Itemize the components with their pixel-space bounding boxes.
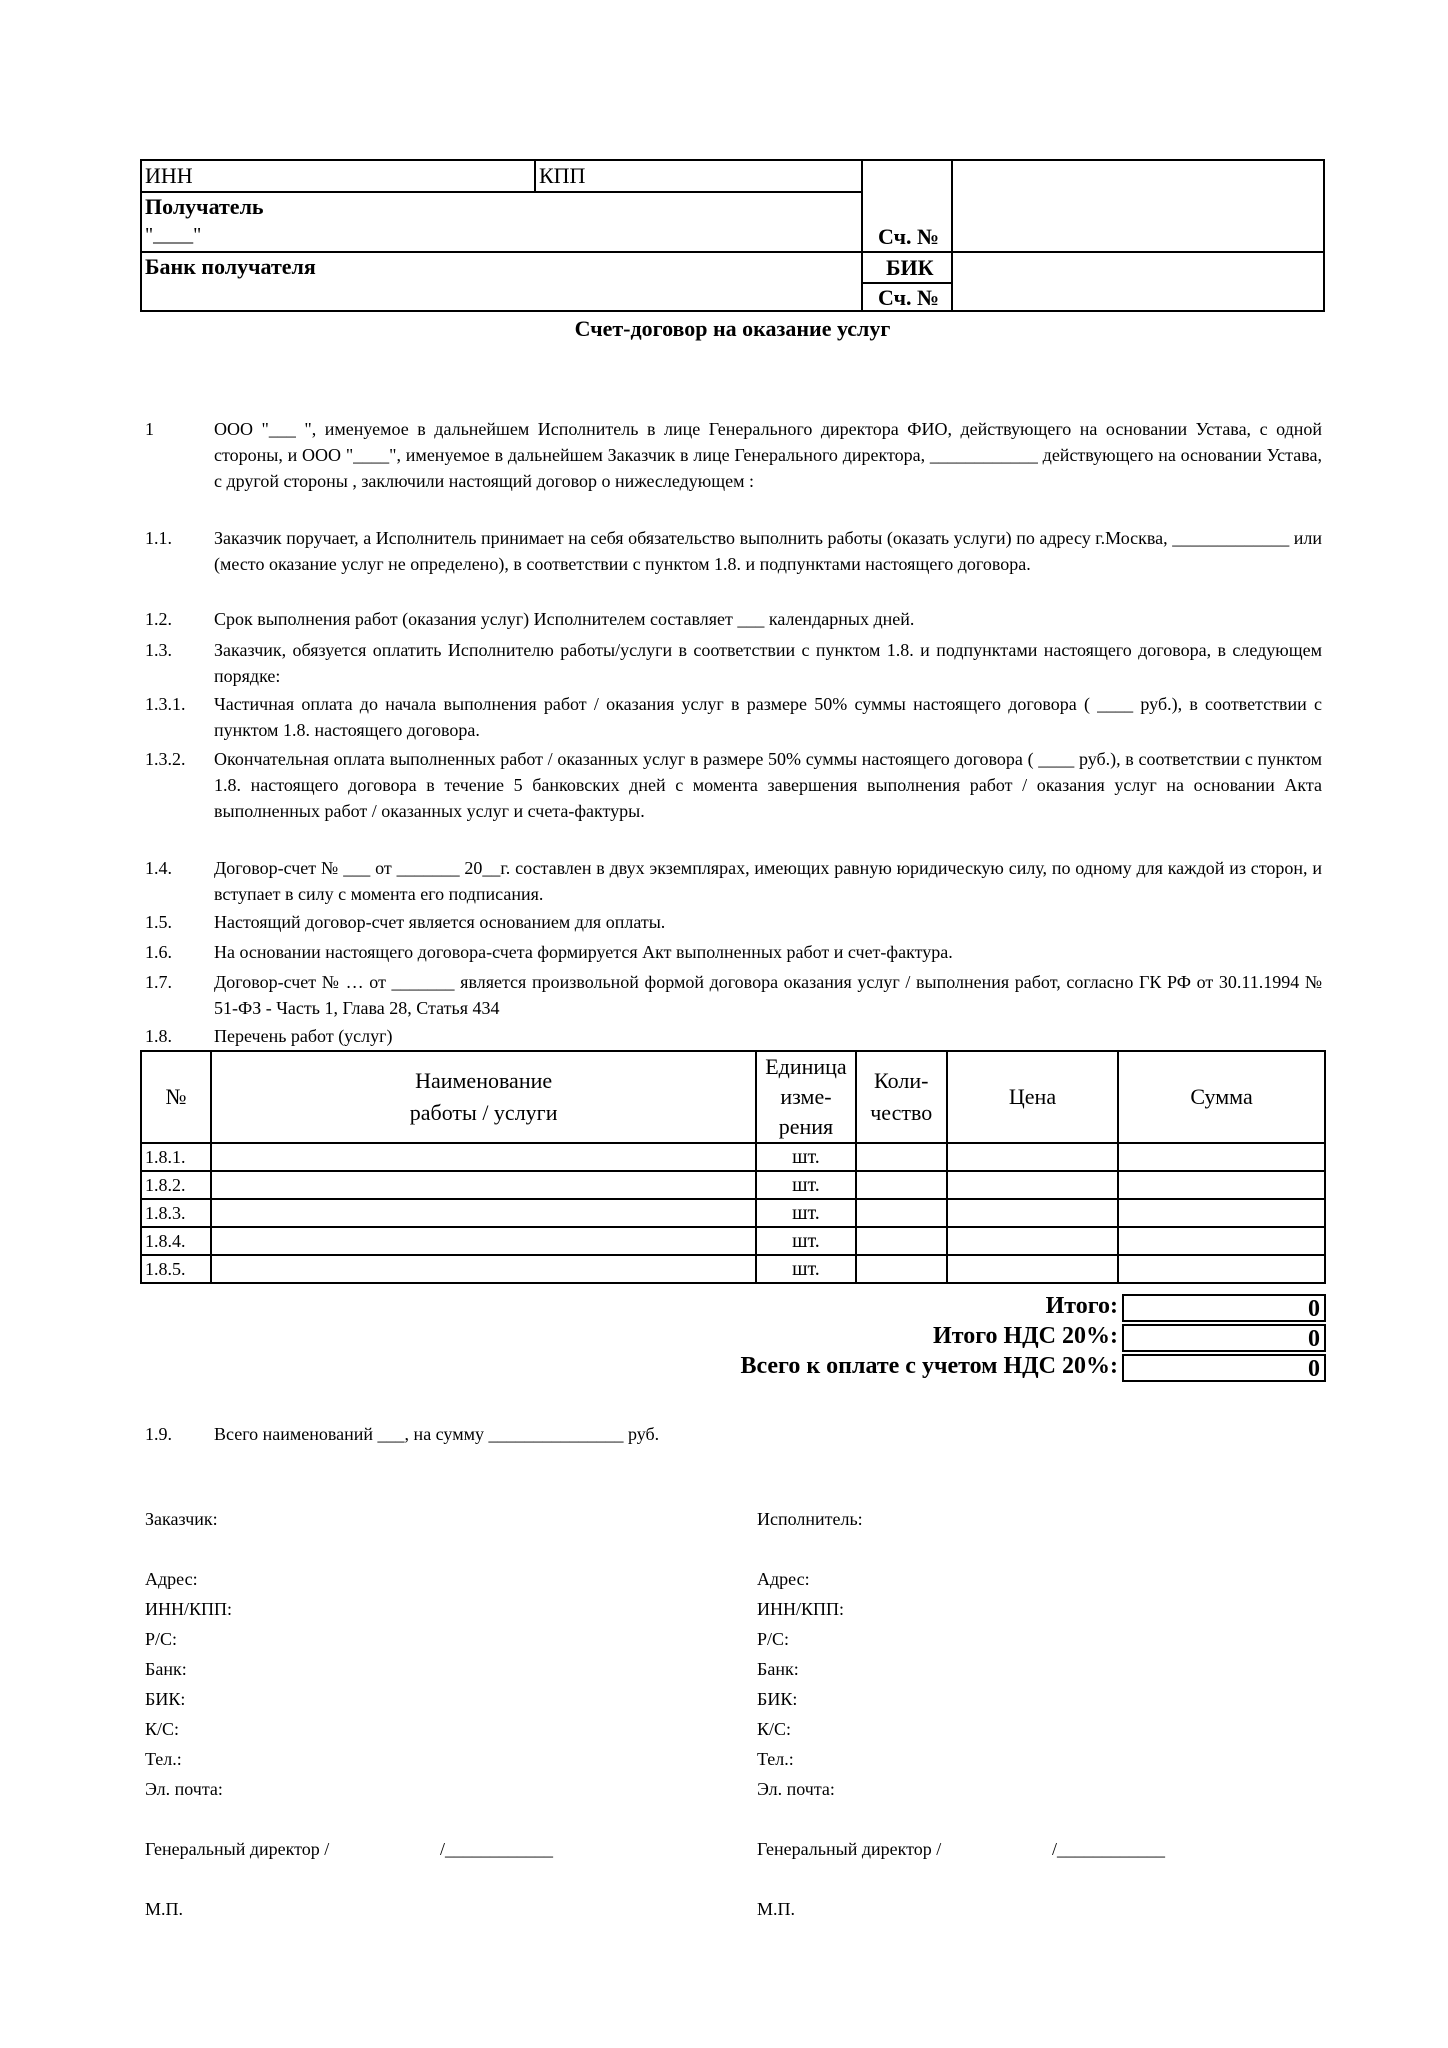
clause-text: Перечень работ (услуг) — [214, 1026, 393, 1046]
row-unit: шт. — [756, 1227, 855, 1255]
clause-text: Настоящий договор-счет является основанием для оплаты. — [214, 912, 666, 932]
row-unit: шт. — [756, 1199, 855, 1227]
clause-number: 1.7. — [145, 972, 172, 992]
clause-text: ООО "___ ", именуемое в дальнейшем Исполнитель в лице Генерального директора ФИО, действующего на основании Устава, с одной стороны, и ООО "____", именуемое в дальнейшем Заказчик в лице Генерального директора, ____________ действующего на основании Устава, с другой стороны , заключили настоящий договор о нижеследующем : — [214, 419, 1322, 491]
vat-label: Итого НДС 20%: — [933, 1323, 1118, 1349]
row-price-cell[interactable] — [947, 1143, 1118, 1171]
services-table — [140, 1050, 1326, 1284]
col-header-unit-line2: изме- — [780, 1084, 832, 1109]
contractor-inn-kpp: ИНН/КПП: — [757, 1599, 845, 1619]
col-header-name — [211, 1051, 756, 1143]
row-num: 1.8.3. — [141, 1199, 211, 1227]
contractor-title: Исполнитель: — [757, 1509, 863, 1529]
col-header-qty-line1: Коли- — [874, 1068, 929, 1093]
customer-rs: Р/С: — [145, 1629, 178, 1649]
col-header-sum — [1118, 1051, 1325, 1143]
table-row — [141, 1171, 1325, 1199]
row-name-cell[interactable] — [211, 1199, 756, 1227]
row-sum-cell[interactable] — [1118, 1255, 1325, 1283]
clause-number: 1 — [145, 419, 154, 439]
clause-number: 1.2. — [145, 609, 172, 629]
clause-text: Срок выполнения работ (оказания услуг) Исполнителем составляет ___ календарных дней. — [214, 609, 915, 629]
recipient-name: "____" — [145, 224, 202, 246]
row-qty-cell[interactable] — [856, 1227, 947, 1255]
row-unit: шт. — [756, 1171, 855, 1199]
customer-phone: Тел.: — [145, 1749, 182, 1769]
table-header-row — [141, 1051, 1325, 1143]
bik-label: БИК — [886, 255, 934, 280]
row-sum-cell[interactable] — [1118, 1199, 1325, 1227]
contractor-rs: Р/С: — [757, 1629, 790, 1649]
contractor-bik: БИК: — [757, 1689, 798, 1709]
customer-title: Заказчик: — [145, 1509, 218, 1529]
table-row — [141, 1227, 1325, 1255]
clause-number: 1.8. — [145, 1026, 172, 1046]
document-title: Счет-договор на оказание услуг — [574, 316, 891, 341]
row-num: 1.8.4. — [141, 1227, 211, 1255]
grand-total-value: 0 — [1122, 1354, 1326, 1382]
row-name-cell[interactable] — [211, 1143, 756, 1171]
row-sum-cell[interactable] — [1118, 1143, 1325, 1171]
row-qty-cell[interactable] — [856, 1143, 947, 1171]
table-row — [141, 1255, 1325, 1283]
row-qty-cell[interactable] — [856, 1199, 947, 1227]
table-row — [141, 1143, 1325, 1171]
contractor-ks: К/С: — [757, 1719, 792, 1739]
clause-text: Заказчик поручает, а Исполнитель принимает на себя обязательство выполнить работы (оказать услуги) по адресу г.Москва, _____________ или (место оказание услуг не определено), в соответствии с пунктом 1.8. и подпунктами настоящего договора. — [214, 528, 1322, 574]
customer-stamp: М.П. — [145, 1899, 184, 1919]
summary-text: Всего наименований ___, на сумму _______________ руб. — [214, 1424, 660, 1444]
row-sum-cell[interactable] — [1118, 1227, 1325, 1255]
kpp-label: КПП — [539, 163, 586, 188]
total-label: Итого: — [1045, 1293, 1118, 1319]
summary-number: 1.9. — [145, 1424, 172, 1444]
divider — [142, 191, 862, 193]
corr-account-label: Сч. № — [878, 285, 940, 310]
col-header-sum-text: Сумма — [1190, 1084, 1253, 1109]
row-price-cell[interactable] — [947, 1171, 1118, 1199]
col-header-unit — [756, 1051, 855, 1143]
bank-details-box — [140, 159, 1325, 312]
customer-bank: Банк: — [145, 1659, 187, 1679]
customer-ks: К/С: — [145, 1719, 180, 1739]
customer-director: Генеральный директор / — [145, 1839, 330, 1859]
inn-label: ИНН — [145, 163, 193, 188]
clause-text: Частичная оплата до начала выполнения работ / оказания услуг в размере 50% суммы настоящего договора ( ____ руб.), в соответствии с пунктом 1.8. настоящего договора. — [214, 694, 1322, 740]
col-header-unit-line3: рения — [778, 1114, 834, 1139]
row-name-cell[interactable] — [211, 1171, 756, 1199]
clause-text: Окончательная оплата выполненных работ / оказанных услуг в размере 50% суммы настоящего договора ( ____ руб.), в соответствии с пунктом 1.8. настоящего договора в течение 5 банковских дней с момента завершения выполнения работ / оказания услуг на основании Акта выполненных работ / оказанных услуг и счета-фактуры. — [214, 749, 1322, 821]
col-header-name-line1: Наименование — [415, 1068, 553, 1093]
col-header-num-text: № — [165, 1084, 187, 1109]
customer-inn-kpp: ИНН/КПП: — [145, 1599, 233, 1619]
row-price-cell[interactable] — [947, 1255, 1118, 1283]
clause-text: Заказчик, обязуется оплатить Исполнителю работы/услуги в соответствии с пунктом 1.8. и подпунктами настоящего договора, в следующем порядке: — [214, 640, 1322, 686]
col-header-unit-line1: Единица — [765, 1054, 847, 1079]
contractor-sign-line: /____________ — [1052, 1839, 1166, 1859]
contractor-email: Эл. почта: — [757, 1779, 835, 1799]
row-price-cell[interactable] — [947, 1199, 1118, 1227]
clause-number: 1.3. — [145, 640, 172, 660]
table-row — [141, 1199, 1325, 1227]
clause-text: Договор-счет № ___ от _______ 20__г. составлен в двух экземплярах, имеющих равную юридическую силу, по одному для каждой из сторон, и вступает в силу с момента его подписания. — [214, 858, 1322, 904]
account-label: Сч. № — [878, 224, 940, 249]
clause-number: 1.4. — [145, 858, 172, 878]
row-name-cell[interactable] — [211, 1255, 756, 1283]
row-unit: шт. — [756, 1143, 855, 1171]
contractor-phone: Тел.: — [757, 1749, 794, 1769]
clause-number: 1.5. — [145, 912, 172, 932]
divider — [861, 161, 863, 312]
row-qty-cell[interactable] — [856, 1171, 947, 1199]
col-header-name-line2: работы / услуги — [409, 1100, 558, 1125]
col-header-num — [141, 1051, 211, 1143]
bank-label: Банк получателя — [145, 254, 316, 279]
vat-value: 0 — [1122, 1324, 1326, 1352]
recipient-label: Получатель — [145, 194, 264, 219]
divider — [142, 251, 1325, 253]
row-num: 1.8.5. — [141, 1255, 211, 1283]
contractor-stamp: М.П. — [757, 1899, 796, 1919]
col-header-price — [947, 1051, 1118, 1143]
row-unit: шт. — [756, 1255, 855, 1283]
divider — [534, 161, 536, 191]
customer-address: Адрес: — [145, 1569, 198, 1589]
total-value: 0 — [1122, 1294, 1326, 1322]
clause-number: 1.6. — [145, 942, 172, 962]
contractor-director: Генеральный директор / — [757, 1839, 942, 1859]
customer-bik: БИК: — [145, 1689, 186, 1709]
col-header-qty — [856, 1051, 947, 1143]
grand-total-label: Всего к оплате с учетом НДС 20%: — [740, 1353, 1118, 1379]
row-sum-cell[interactable] — [1118, 1171, 1325, 1199]
clause-text: На основании настоящего договора-счета формируется Акт выполненных работ и счет-фактура. — [214, 942, 953, 962]
contractor-bank: Банк: — [757, 1659, 799, 1679]
divider — [951, 161, 953, 312]
clause-text: Договор-счет № … от _______ является произвольной формой договора оказания услуг / выполнения работ, согласно ГК РФ от 30.11.1994 № 51-ФЗ - Часть 1, Глава 28, Статья 434 — [214, 972, 1322, 1018]
row-name-cell[interactable] — [211, 1227, 756, 1255]
row-qty-cell[interactable] — [856, 1255, 947, 1283]
customer-email: Эл. почта: — [145, 1779, 223, 1799]
customer-sign-line: /____________ — [440, 1839, 554, 1859]
row-num: 1.8.2. — [141, 1171, 211, 1199]
row-price-cell[interactable] — [947, 1227, 1118, 1255]
col-header-price-text: Цена — [1008, 1084, 1057, 1109]
clause-number: 1.1. — [145, 528, 172, 548]
clause-number: 1.3.2. — [145, 749, 186, 769]
clause-number: 1.3.1. — [145, 694, 186, 714]
row-num: 1.8.1. — [141, 1143, 211, 1171]
divider — [861, 282, 952, 284]
contractor-address: Адрес: — [757, 1569, 810, 1589]
col-header-qty-line2: чество — [870, 1100, 933, 1125]
